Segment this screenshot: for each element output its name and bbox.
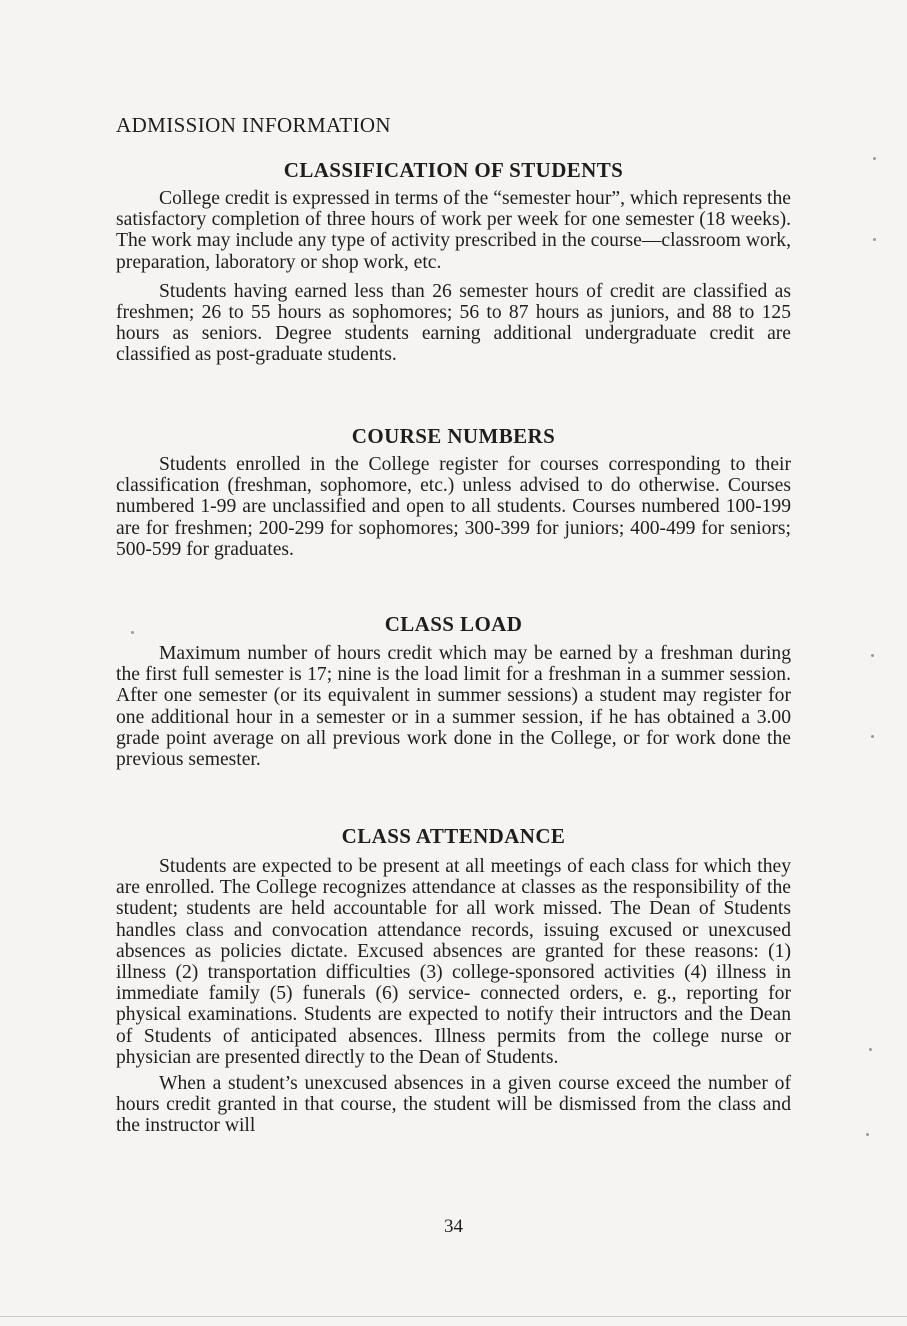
section-heading: COURSE NUMBERS	[351, 424, 556, 448]
scan-speck	[866, 1133, 869, 1136]
paragraph: Students enrolled in the College register for courses corresponding to their classification (freshman, sophomore, etc.) unless advised to do otherwise. Courses numbered 1-99 are unclassified and open to all students. Courses numbered 100-199 are for freshmen; 200-299 for sophomores; 300-399 for juniors; 400-499 for seniors; 500-599 for graduates.	[116, 454, 791, 560]
running-head: ADMISSION INFORMATION	[116, 113, 392, 137]
scan-speck	[871, 654, 874, 657]
section-classification	[116, 158, 791, 366]
section-heading: CLASS ATTENDANCE	[341, 824, 566, 848]
page-number: 34	[444, 1216, 463, 1237]
paragraph: When a student’s unexcused absences in a given course exceed the number of hours credit granted in that course, the student will be dismissed from the class and the instructor will	[116, 1073, 791, 1137]
paragraph: Students are expected to be present at all meetings of each class for which they are enrolled. The College recognizes attendance at classes as the responsibility of the student; students are held accountable for all work missed. The Dean of Students handles class and convocation attendance records, issuing excused or unexcused absences as policies dictate. Excused absences are granted for these reasons: (1) illness (2) transportation difficulties (3) college-sponsored activities (4) illness in immediate family (5) funerals (6) service- connected orders, e. g., reporting for physical examinations. Students are expected to notify their intructors and the Dean of Students of anticipated absences. Illness permits from the college nurse or physician are presented directly to the Dean of Students.	[116, 856, 791, 1068]
section-class-attendance	[116, 824, 791, 1137]
section-heading: CLASSIFICATION OF STUDENTS	[283, 158, 624, 182]
section-course-numbers	[116, 424, 791, 560]
scan-speck	[871, 735, 874, 738]
paragraph: Maximum number of hours credit which may be earned by a freshman during the first full semester is 17; nine is the load limit for a freshman in a summer session. After one semester (or its equivalent in summer sessions) a student may register for one additional hour in a semester or in a summer session, if he has obtained a 3.00 grade point average on all previous work done in the College, or for work done the previous semester.	[116, 643, 791, 771]
paragraph: Students having earned less than 26 semester hours of credit are classified as freshmen; 26 to 55 hours as sophomores; 56 to 87 hours as juniors, and 88 to 125 hours as seniors. Degree students earning additional undergraduate credit are classified as post-graduate students.	[116, 280, 791, 366]
scan-speck	[131, 631, 134, 634]
section-class-load	[116, 612, 791, 770]
scan-speck	[869, 1048, 872, 1051]
scan-speck	[873, 238, 876, 241]
section-heading: CLASS LOAD	[384, 612, 523, 636]
scan-edge-line	[0, 1316, 907, 1317]
paragraph: College credit is expressed in terms of the “semester hour”, which represents the satisfactory completion of three hours of work per week for one semester (18 weeks). The work may include any type of activity prescribed in the course—classroom work, preparation, laboratory or shop work, etc.	[116, 188, 791, 273]
scan-speck	[873, 157, 876, 160]
